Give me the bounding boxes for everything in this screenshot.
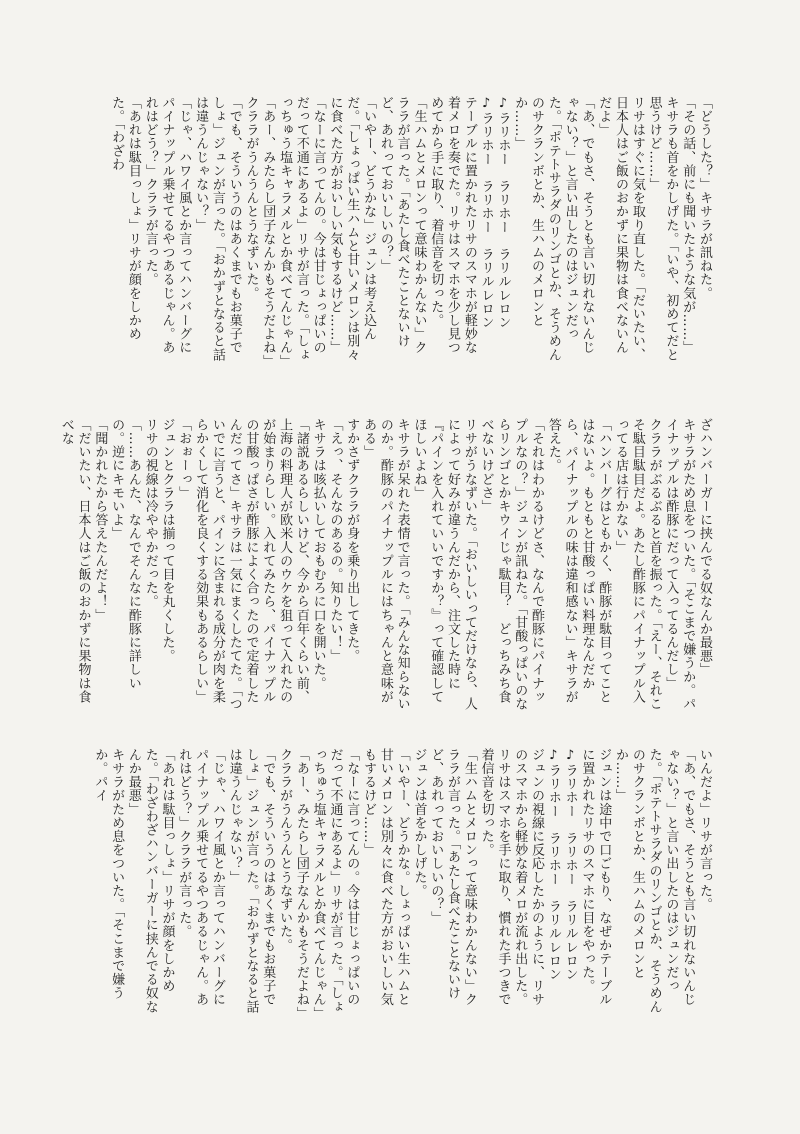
paragraph: 「あれは駄目っしょ」リサが顔をしかめた。「わざわ <box>109 96 141 341</box>
middle-text-block <box>58 418 712 712</box>
paragraph: クララがぶるぶると首を振った。「えー、それこそ駄目駄目だよ。あたし酢豚にパイナップル入ってる店は行かない」 <box>613 418 662 711</box>
paragraph: ♪ラリホー ラリホー ラリルレロン <box>495 96 511 330</box>
paragraph: テーブルに置かれたリサのスマホが軽妙な着メロを奏でた。リサはスマホを少し見つめてから手に取り、着信音を切った。 <box>428 96 477 355</box>
paragraph: 「生ハムとメロンって意味わかんない」クララが言った。「あたし食べたことないけど、あれっておいしいの？」 <box>428 748 477 1007</box>
paragraph: 「なーに言ってんの。今は甘じょっぱいのだって不通にあるよ」リサが言った。「しょっちゅう塩キャラメルとか食べてんじゃん」 <box>277 96 326 368</box>
paragraph: 「えっ、そんなのあるの。知りたい！」 <box>327 418 343 663</box>
paragraph: 「でも、そういうのはあくまでもお菓子でしょ」ジュンが言った。「おかずとなると話は違うんじゃない？」 <box>193 96 242 362</box>
paragraph: ジュンとクララは揃って目を丸くした。 <box>159 418 175 663</box>
paragraph: 「あれは駄目っしょ」リサが顔をしかめた。「わざわざハンバーガーに挟んでる奴なんか最悪」 <box>125 748 175 1014</box>
paragraph: 「おぉーっ」 <box>176 418 192 500</box>
paragraph: 「諸説あるらしいけど、今から百年くらい前、上海の料理人が欧米人のウケを狙って入れたのが始まりらしい。入れてみたら、パイナップルの甘酸っぱさが酢豚によく合ったので定着したんだってさ」キサラは一気にまくしたてた。「ついでに言うと、パインに含まれる成分が肉を柔らかくして消化を良くする効果もあるらしい」 <box>193 418 309 711</box>
paragraph: 「あー、みたらし団子なんかもそうだよね」クララがうんうんとうなずいた。 <box>243 96 276 362</box>
paragraph: ♪ラリホー ラリホー ラリルレロン <box>545 748 561 982</box>
paragraph: ジュンの視線に反応したかのように、リサのスマホから軽妙な着メロが流れ出した。 <box>512 748 545 1007</box>
paragraph: リサの視線は冷ややかだった。 <box>142 418 158 609</box>
top-text-block <box>100 96 712 368</box>
paragraph: 「あ、でもさ、そうとも言い切れないんじゃない？」と言い出したのはジュンだった。「ポテトサラダのリンゴとか、そうめんのサクランボとか、生ハムのメロンとか……」 <box>613 748 696 1014</box>
paragraph: リサがうなずいた。「おいしいってだけなら、人によって好みが違うんだから、注文した時に『パインを入れていいですか？』って確認してほしいよね」 <box>411 418 477 711</box>
paragraph: ♪ラリホー ラリホー ラリルレロン <box>478 96 494 330</box>
paragraph: いんだよ」リサが言った。 <box>697 748 712 912</box>
paragraph: 「でも、そういうのはあくまでもお菓子でしょ」ジュンが言った。「おかずとなると話は違うんじゃない？」 <box>226 748 276 1014</box>
paragraph: 「なーに言ってんの。今は甘じょっぱいのだって不通にあるよ」リサが言った。「しょっちゅう塩キャラメルとか食べてんじゃん」 <box>310 748 360 1020</box>
paragraph: 「いやー、どうかな」ジュンは考え込んだ。「しょっぱい生ハムと甘いメロンは別々に食べた方がおいしい気もするけど……」 <box>327 96 377 362</box>
paragraph: すかさずクララが身を乗り出してきた。 <box>344 418 360 663</box>
paragraph: 「その話、前にも聞いたような気が……」 <box>680 96 696 355</box>
paragraph: 「じゃ、ハワイ風とか言ってハンバーグにパイナップル乗せてるやつあるじゃん。あれはどう？」クララが言った。 <box>142 96 192 355</box>
paragraph: 「ハンバーグはともかく、酢豚が駄目ってことはないよ。もともと甘酸っぱい料理なんだから、パイナップルの味は違和感ない」キサラが答えた。 <box>545 418 612 704</box>
paragraph: リサはスマホを手に取り、慣れた手つきで着信音を切った。 <box>478 748 511 1007</box>
paragraph: 「あー、みたらし団子なんかもそうだよね」クララがうんうんとうなずいた。 <box>277 748 309 1014</box>
paragraph: ♪ラリホー ラリホー ラリルレロン <box>562 748 578 982</box>
paragraph: 「あ、でもさ、そうとも言い切れないんじゃない？」と言い出したのはジュンだった。「ポテトサラダのリンゴとか、そうめんのサクランボとか、生ハムのメロンとか……」 <box>512 96 595 362</box>
paragraph: 「聞かれたから答えたんだよ！」 <box>92 418 108 622</box>
paragraph: 「どうした？」キサラが訊ねた。 <box>697 96 712 300</box>
paragraph: キサラは咳払いしておもむろに口を開いた。 <box>310 418 326 690</box>
paragraph: ざハンバーガーに挟んでる奴なんか最悪」 <box>697 418 712 677</box>
paragraph: キサラが呆れた表情で言った。「みんな知らないのか。酢豚のパイナップルにはちゃんと意味がある」 <box>361 418 410 711</box>
paragraph: キサラも首をかしげた。「いや、初めてだと思うけど……」 <box>646 96 679 362</box>
paragraph: 「だいたい、日本人はご飯のおかずに果物は食べな <box>58 418 91 704</box>
paragraph: キサラがため息をついた。「そこまで嫌うか。パイ <box>92 748 125 1000</box>
paragraph: キサラがため息をついた。「そこまで嫌うか。パイナップルは酢豚にだって入ってるんだし」 <box>663 418 696 711</box>
paragraph: 「生ハムとメロンって意味わかんない」クララが言った。「あたし食べたことないけど、あれっておいしいの？」 <box>377 96 427 355</box>
paragraph: ジュンは途中で口ごもり、なぜかテーブルに置かれたリサのスマホに目をやった。 <box>579 748 612 1007</box>
paragraph: 「じゃ、ハワイ風とか言ってハンバーグにパイナップル乗せてるやつあるじゃん。あれはどう？」クララが言った。 <box>176 748 225 1007</box>
paragraph: 「……あんた、なんでそんなに酢豚に詳しいの。逆にキモいよ」 <box>109 418 141 690</box>
bottom-text-block <box>92 748 712 1020</box>
paragraph: リサはすぐに気を取り直した。「だいたい、日本人はご飯のおかずに果物は食べないんだよ」 <box>596 96 645 362</box>
paragraph: 「いやー、どうかな。しょっぱい生ハムと甘いメロンは別々に食べた方がおいしい気もするけど……」 <box>361 748 410 1007</box>
paragraph: 「それはわかるけどさ、なんで酢豚にパイナップルなの？」ジュンが訊ねた。「甘酸っぱいのならリンゴとかキウイじゃ駄目？ どっちみち食べないけどさ」 <box>478 418 545 711</box>
paragraph: ジュンは首をかしげた。 <box>411 748 427 898</box>
